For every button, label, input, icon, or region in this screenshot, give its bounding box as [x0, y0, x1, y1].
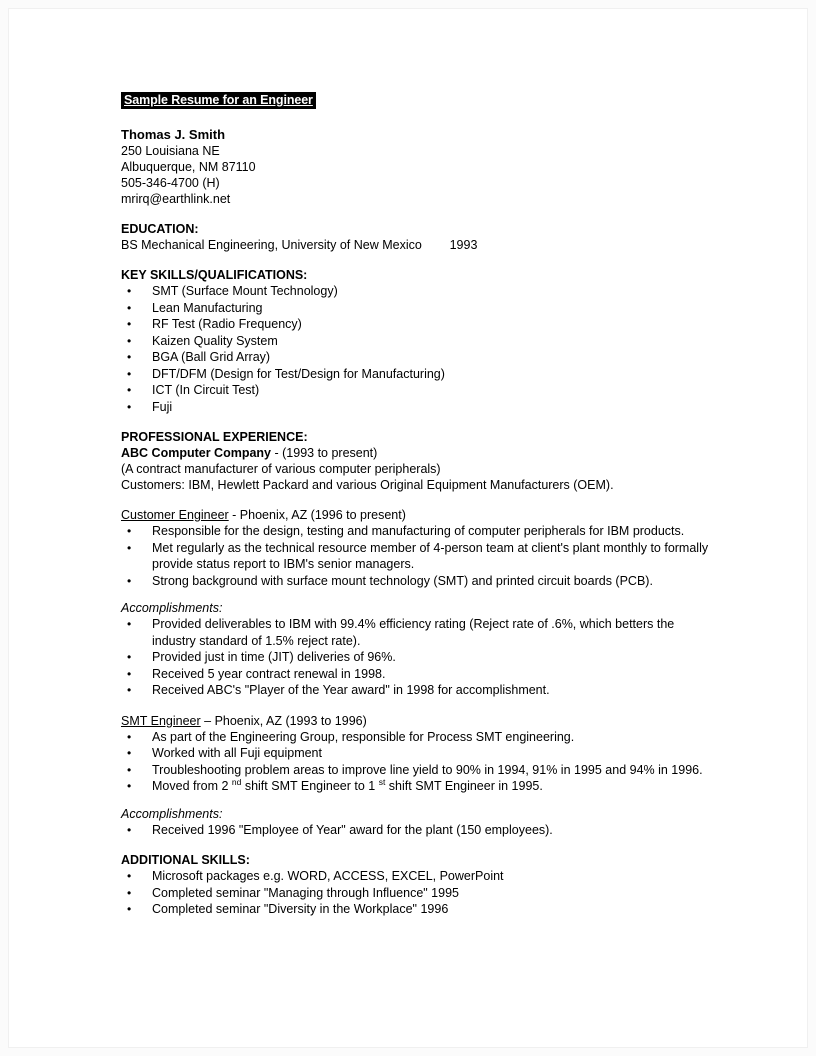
role-title-line — [121, 713, 721, 729]
spacer — [121, 699, 721, 713]
list-item: • DFT/DFM (Design for Test/Design for Manufacturing) — [121, 366, 721, 383]
list-item: • RF Test (Radio Frequency) — [121, 316, 721, 333]
role-smt-engineer — [121, 713, 721, 839]
role-name: SMT Engineer — [121, 713, 201, 728]
role-customer-engineer — [121, 507, 721, 699]
list-item: • Provided deliverables to IBM with 99.4% efficiency rating (Reject rate of .6%, which betters the industry standard of 1.5% reject rate). — [121, 616, 721, 649]
spacer — [121, 253, 721, 267]
additional-skills-list — [121, 868, 721, 918]
spacer — [121, 795, 721, 806]
professional-experience-heading: PROFESSIONAL EXPERIENCE: — [121, 430, 308, 444]
role-responsibilities-list — [121, 729, 721, 795]
role-detail: - Phoenix, AZ (1996 to present) — [228, 508, 406, 522]
list-item: • Completed seminar "Diversity in the Workplace" 1996 — [121, 901, 721, 918]
list-item: • Lean Manufacturing — [121, 300, 721, 317]
list-item: • Fuji — [121, 399, 721, 416]
spacer — [121, 838, 721, 852]
spacer — [121, 415, 721, 429]
education-section — [121, 221, 721, 253]
list-item: • As part of the Engineering Group, responsible for Process SMT engineering. — [121, 729, 721, 746]
role-detail: – Phoenix, AZ (1993 to 1996) — [200, 713, 367, 728]
page-title: Sample Resume for an Engineer — [121, 92, 316, 109]
accomplishments-label: Accomplishments: — [121, 806, 223, 821]
spacer — [121, 589, 721, 600]
list-item: • Completed seminar "Managing through Influence" 1995 — [121, 885, 721, 902]
contact-block — [121, 127, 721, 207]
education-entry: BS Mechanical Engineering, University of New Mexico 1993 — [121, 238, 478, 252]
list-item-shift-change — [121, 778, 721, 795]
ordinal-suffix-nd: nd — [231, 776, 242, 787]
list-item: • Microsoft packages e.g. WORD, ACCESS, EXCEL, PowerPoint — [121, 868, 721, 885]
company-name: ABC Computer Company — [121, 446, 272, 460]
list-item: • Worked with all Fuji equipment — [121, 745, 721, 762]
list-item: • BGA (Ball Grid Array) — [121, 349, 721, 366]
ordinal-suffix-st: st — [378, 776, 386, 787]
additional-skills-section — [121, 852, 721, 918]
key-skills-section — [121, 267, 721, 415]
professional-experience-section — [121, 429, 721, 838]
accomplishments-label: Accomplishments: — [121, 601, 223, 615]
company-description: (A contract manufacturer of various computer peripherals) — [121, 462, 441, 476]
list-item: • Troubleshooting problem areas to improve line yield to 90% in 1994, 91% in 1995 and 94% in 1996. — [121, 762, 721, 779]
list-item: • Kaizen Quality System — [121, 333, 721, 350]
role-title-line — [121, 507, 721, 523]
accomplishments-list — [121, 616, 721, 699]
education-heading: EDUCATION: — [121, 222, 199, 236]
shift-suffix: shift SMT Engineer in 1995. — [385, 779, 543, 793]
list-item: • Responsible for the design, testing and manufacturing of computer peripherals for IBM products. — [121, 523, 721, 540]
document-title-block — [121, 91, 721, 109]
phone-number: 505-346-4700 (H) — [121, 176, 220, 190]
address-street: 250 Louisiana NE — [121, 144, 220, 158]
additional-skills-heading: ADDITIONAL SKILLS: — [121, 853, 250, 867]
company-line — [121, 445, 721, 461]
key-skills-heading: KEY SKILLS/QUALIFICATIONS: — [121, 268, 308, 282]
list-item: • Met regularly as the technical resource member of 4-person team at client's plant monthly to formally provide status report to IBM's senior managers. — [121, 540, 721, 573]
list-item: • ICT (In Circuit Test) — [121, 382, 721, 399]
accomplishments-list — [121, 822, 721, 839]
email-address: mrirq@earthlink.net — [121, 192, 231, 206]
shift-prefix: Moved from 2 — [152, 779, 232, 793]
document-content — [121, 91, 721, 918]
list-item: • Strong background with surface mount technology (SMT) and printed circuit boards (PCB). — [121, 573, 721, 590]
company-dates: - (1993 to present) — [271, 446, 378, 460]
list-item: • Received ABC's "Player of the Year award" in 1998 for accomplishment. — [121, 682, 721, 699]
spacer — [121, 493, 721, 507]
role-responsibilities-list — [121, 523, 721, 589]
shift-middle: shift SMT Engineer to 1 — [241, 779, 379, 793]
list-item: • SMT (Surface Mount Technology) — [121, 283, 721, 300]
list-item: • Received 5 year contract renewal in 1998. — [121, 666, 721, 683]
company-customers: Customers: IBM, Hewlett Packard and various Original Equipment Manufacturers (OEM). — [121, 478, 614, 492]
spacer — [121, 207, 721, 221]
key-skills-list — [121, 283, 721, 415]
list-item: • Provided just in time (JIT) deliveries of 96%. — [121, 649, 721, 666]
candidate-name: Thomas J. Smith — [121, 127, 226, 142]
page-sheet — [8, 8, 808, 1048]
list-item: • Received 1996 "Employee of Year" award for the plant (150 employees). — [121, 822, 721, 839]
address-city-state-zip: Albuquerque, NM 87110 — [121, 160, 256, 174]
role-name: Customer Engineer — [121, 508, 229, 522]
